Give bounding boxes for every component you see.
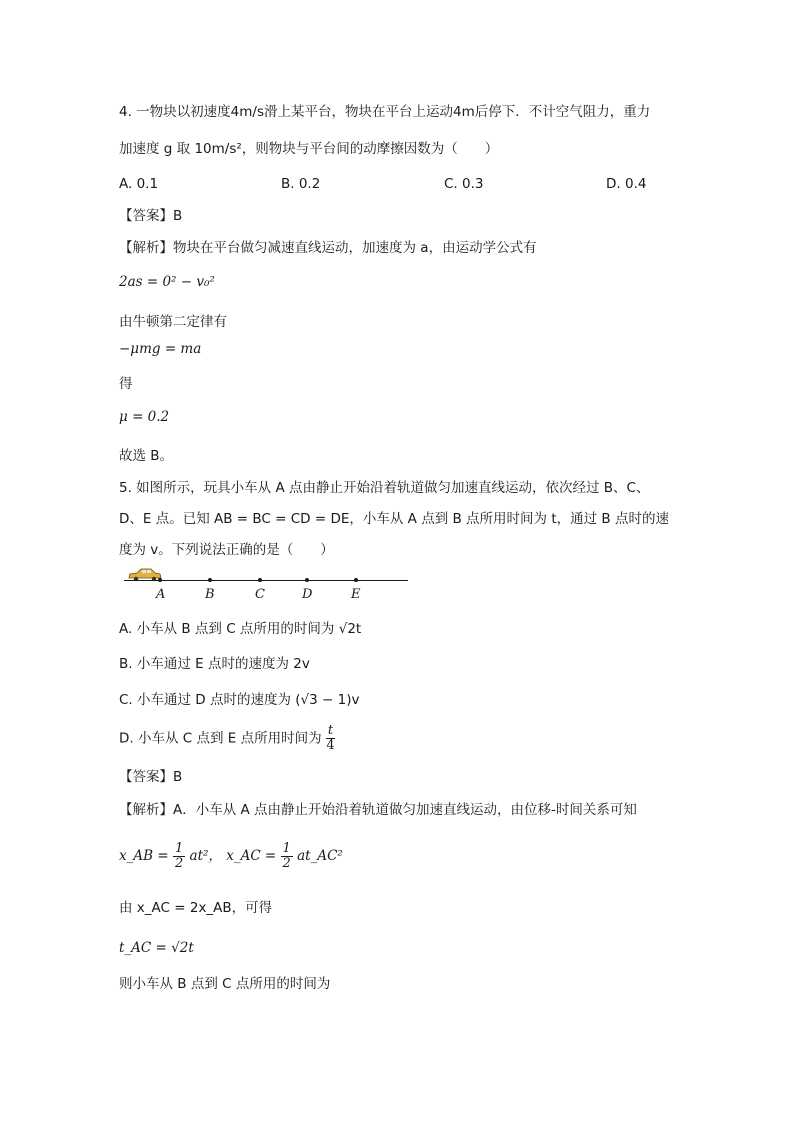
eq1a-right: at²， xyxy=(189,848,222,864)
q5-text-relation: 由 x_AC = 2x_AB，可得 xyxy=(119,900,273,916)
q5-option-a: A. 小车从 B 点到 C 点所用的时间为 √2t xyxy=(119,621,362,637)
analysis-tag: 【解析】 xyxy=(119,240,173,256)
q4-equation-2: −μmg = ma xyxy=(119,341,202,357)
q4-option-b: B. 0.2 xyxy=(281,176,321,192)
label-e: E xyxy=(351,587,361,602)
frac-denominator: 4 xyxy=(326,738,335,753)
frac-denominator: 2 xyxy=(174,856,184,871)
track-point-a xyxy=(158,578,162,582)
q5-option-c: C. 小车通过 D 点时的速度为 (√3 − 1)v xyxy=(119,692,360,708)
q5-analysis xyxy=(119,801,637,819)
q4-text-newton: 由牛顿第二定律有 xyxy=(119,314,227,330)
fraction-t-over-4 xyxy=(326,724,335,753)
frac-denominator: 2 xyxy=(282,856,291,871)
label-a: A xyxy=(156,587,166,602)
label-b: B xyxy=(205,587,215,602)
q5-option-b: B. 小车通过 E 点时的速度为 2v xyxy=(119,656,310,672)
track-point-e xyxy=(354,578,358,582)
frac-numerator: t xyxy=(327,723,334,738)
q5-text-bc-time: 则小车从 B 点到 C 点所用的时间为 xyxy=(119,976,331,992)
q4-analysis xyxy=(119,239,537,257)
fraction-half-2 xyxy=(281,842,293,871)
frac-numerator: 1 xyxy=(282,841,291,856)
q4-equation-3: μ = 0.2 xyxy=(119,409,170,425)
analysis-text: A．小车从 A 点由静止开始沿着轨道做匀加速直线运动，由位移-时间关系可知 xyxy=(173,802,637,818)
q4-stem-line1: 4. 一物块以初速度4m/s滑上某平台，物块在平台上运动4m后停下．不计空气阻力，重力 xyxy=(119,104,651,120)
option-d-text: D. 小车从 C 点到 E 点所用时间为 xyxy=(119,730,322,747)
q5-stem-line3: 度为 v。下列说法正确的是（ ） xyxy=(119,542,334,558)
frac-numerator: 1 xyxy=(174,841,184,856)
q5-stem-line2: D、E 点。已知 AB = BC = CD = DE，小车从 A 点到 B 点所用时间为 t，通过 B 点时的速 xyxy=(119,511,669,527)
q5-option-d xyxy=(119,724,335,753)
answer-tag: 【答案】 xyxy=(119,208,173,224)
answer-value: B xyxy=(173,208,183,224)
q4-conclusion: 故选 B。 xyxy=(119,448,174,464)
q5-equation-1 xyxy=(119,842,343,871)
q4-option-a: A. 0.1 xyxy=(119,176,159,192)
track-point-d xyxy=(305,578,309,582)
q4-answer xyxy=(119,207,182,225)
q5-stem-line1: 5. 如图所示，玩具小车从 A 点由静止开始沿着轨道做匀加速直线运动，依次经过 B、C、 xyxy=(119,480,650,496)
q4-option-d: D. 0.4 xyxy=(606,176,647,192)
eq1b-left: x_AC = xyxy=(226,848,277,864)
track-point-c xyxy=(258,578,262,582)
track-point-b xyxy=(208,578,212,582)
analysis-text: 物块在平台做匀减速直线运动，加速度为 a，由运动学公式有 xyxy=(173,240,537,256)
label-d: D xyxy=(302,587,313,602)
analysis-tag: 【解析】 xyxy=(119,802,173,818)
q4-text-result: 得 xyxy=(119,376,133,392)
q4-option-c: C. 0.3 xyxy=(444,176,484,192)
fraction-half xyxy=(173,842,185,871)
q5-answer xyxy=(119,768,182,786)
eq1a-left: x_AB = xyxy=(119,848,169,864)
q4-equation-1: 2as = 0² − v₀² xyxy=(119,274,215,290)
q4-stem-line2: 加速度 g 取 10m/s²，则物块与平台间的动摩擦因数为（ ） xyxy=(119,141,499,157)
answer-tag: 【答案】 xyxy=(119,769,173,785)
answer-value: B xyxy=(173,769,183,785)
track-line xyxy=(124,580,408,581)
q5-equation-2: t_AC = √2t xyxy=(119,940,194,956)
label-c: C xyxy=(255,587,265,602)
eq1b-right: at_AC² xyxy=(297,848,343,864)
